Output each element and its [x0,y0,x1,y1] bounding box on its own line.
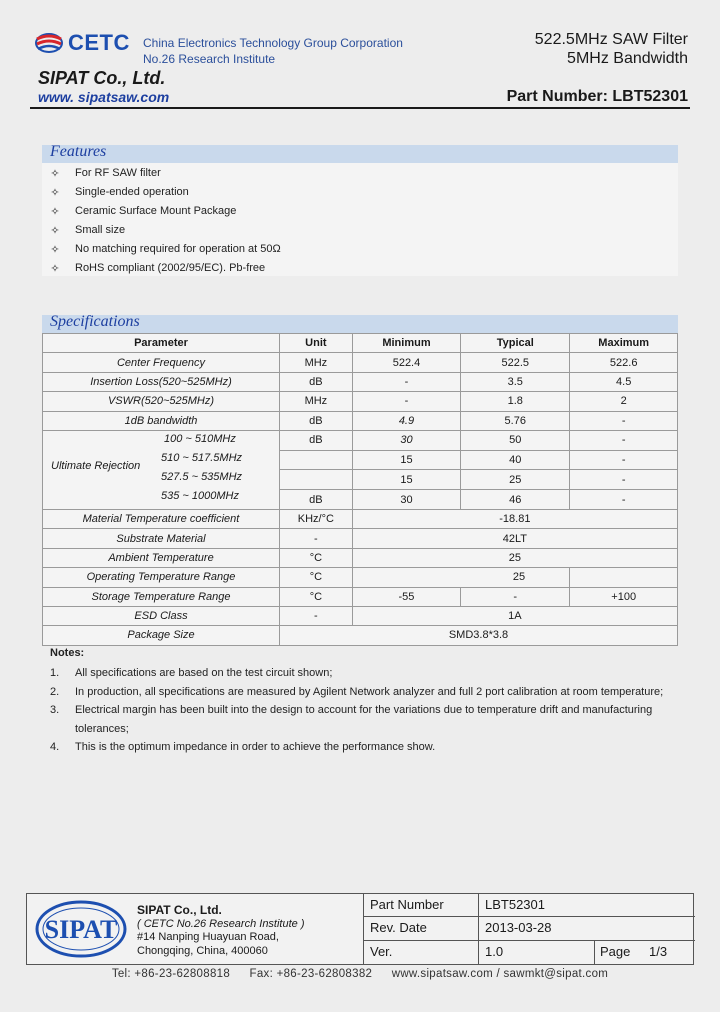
version-row [364,941,695,964]
max-cell: - [570,430,678,450]
param-cell: 1dB bandwidth [43,411,280,430]
table-row [43,548,678,567]
min-cell: - [352,372,460,391]
organization-info [143,35,403,67]
value-cell: SMD3.8*3.8 [280,626,678,645]
param-cell: VSWR(520~525MHz) [43,392,280,411]
footer-tel: Tel: +86-23-62808818 [111,968,231,980]
note-item [50,683,680,702]
typ-cell: 46 [461,490,570,510]
column-header: Typical [461,334,570,353]
version-value: 1.0 [485,943,504,959]
notes-title: Notes: [50,647,85,659]
min-cell: 15 [352,470,460,490]
part-number-heading: Part Number: LBT52301 [506,88,688,105]
note-text: This is the optimum impedance in order to achieve the performance show. [75,741,436,754]
footer-fax: Fax: +86-23-62808382 [249,968,373,980]
table-row [43,568,678,587]
value-cell: -18.81 [352,509,677,528]
unit-cell: dB [280,411,353,430]
note-text: In production, all specifications are measured by Agilent Network analyzer and full 2 port calibration at room temperature; [75,685,664,698]
specifications-heading [42,315,678,333]
note-number: 3. [50,704,60,717]
product-line-2: 5MHz Bandwidth [567,50,688,67]
unit-cell: MHz [280,392,353,411]
sparkle-bullet-icon: ✧ [50,244,60,256]
cetc-logo [34,30,130,56]
specifications-title: Specifications [50,313,140,330]
sipat-logo-icon [33,898,129,961]
footer-web-email: www.sipatsaw.com / sawmkt@sipat.com [391,968,609,980]
max-cell: - [570,411,678,430]
org-line-1: China Electronics Technology Group Corporation [143,36,403,50]
value-cell: 25 [352,568,570,587]
grid-divider [478,894,479,916]
table-row [43,606,678,625]
document-info-grid [363,894,694,964]
note-number: 2. [50,685,60,698]
ultimate-rejection-cell [43,430,280,509]
feature-text: Single-ended operation [75,186,189,198]
rejection-band: 510 ~ 517.5MHz [161,451,243,464]
unit-cell: - [280,606,353,625]
footer-address-2: Chongqing, China, 400060 [137,944,268,957]
page-label: Page [600,943,631,959]
typ-cell: 3.5 [461,372,570,391]
param-cell: Storage Temperature Range [43,587,280,606]
page-number: 1/3 [649,943,668,959]
param-cell: Insertion Loss(520~525MHz) [43,372,280,391]
column-header: Parameter [43,334,280,353]
note-number: 1. [50,667,60,679]
feature-text: Ceramic Surface Mount Package [75,205,237,217]
footer-info-box [26,893,694,965]
table-row [43,392,678,411]
max-cell: 2 [570,392,678,411]
grid-divider [478,917,479,939]
value-cell: 42LT [352,529,677,548]
value-cell: 25 [352,548,677,567]
typ-cell: 522.5 [461,353,570,372]
footer-department: ( CETC No.26 Research Institute ) [137,917,305,930]
rev-date-label: Rev. Date [370,920,427,936]
min-cell: 4.9 [352,411,460,430]
sparkle-bullet-icon: ✧ [50,206,60,218]
unit-cell: °C [280,568,353,587]
sipat-logo-text: SIPAT [44,915,118,944]
param-cell: Center Frequency [43,353,280,372]
column-header: Maximum [570,334,678,353]
cetc-emblem-icon [34,30,64,56]
max-cell: 522.6 [570,353,678,372]
table-row [43,353,678,372]
typ-cell: 25 [461,470,570,490]
min-cell: - [352,392,460,411]
grid-divider [478,941,479,964]
part-number-value: LBT52301 [485,897,545,912]
grid-divider [594,941,595,964]
column-header: Unit [280,334,353,353]
unit-cell: KHz/°C [280,509,353,528]
feature-text: Small size [75,224,126,236]
rejection-band: 527.5 ~ 535MHz [161,470,243,483]
feature-text: For RF SAW filter [75,167,161,179]
header-divider [30,107,690,109]
param-cell: ESD Class [43,606,280,625]
sparkle-bullet-icon: ✧ [50,187,60,199]
note-number: 4. [50,741,60,754]
param-cell: Package Size [43,626,280,645]
note-text: Electrical margin has been built into the design to account for the variations due to temperature drift and manufacturing tolerances; [75,704,653,735]
notes-section [50,647,680,757]
rejection-band: 535 ~ 1000MHz [161,489,239,502]
company-website: www. sipatsaw.com [38,89,170,105]
sparkle-bullet-icon: ✧ [50,168,60,180]
min-cell: 15 [352,450,460,470]
max-cell: - [570,450,678,470]
footer-company-info [137,904,305,958]
unit-cell: - [280,529,353,548]
features-list [42,163,678,276]
unit-cell: °C [280,587,353,606]
part-number-label: Part Number [370,897,444,912]
max-cell [570,568,678,587]
min-cell: 522.4 [352,353,460,372]
column-header: Minimum [352,334,460,353]
typ-cell: - [461,587,570,606]
typ-cell: 1.8 [461,392,570,411]
max-cell: 4.5 [570,372,678,391]
note-text: All specifications are based on the test circuit shown; [75,667,333,679]
typ-cell: 40 [461,450,570,470]
rev-date-row [364,917,695,940]
unit-cell [280,450,353,470]
ultimate-rejection-label: Ultimate Rejection [51,459,141,472]
features-title: Features [50,143,107,160]
product-line-1: 522.5MHz SAW Filter [534,31,688,48]
sparkle-bullet-icon: ✧ [50,263,60,275]
unit-cell: dB [280,430,353,450]
table-row [43,587,678,606]
org-line-2: No.26 Research Institute [143,52,276,66]
features-heading [42,145,678,163]
footer-contact-line [0,968,720,980]
max-cell: - [570,490,678,510]
rejection-band: 100 ~ 510MHz [164,432,236,445]
company-name: SIPAT Co., Ltd. [38,68,166,88]
table-row [43,529,678,548]
max-cell: - [570,470,678,490]
specifications-table [42,333,678,646]
param-cell: Ambient Temperature [43,548,280,567]
unit-cell: MHz [280,353,353,372]
max-cell: +100 [570,587,678,606]
param-cell: Substrate Material [43,529,280,548]
min-cell: 30 [352,430,460,450]
footer-company-name: SIPAT Co., Ltd. [137,903,222,917]
table-header-row [43,334,678,353]
unit-cell: °C [280,548,353,567]
feature-text: No matching required for operation at 50Ω [75,243,281,255]
typ-cell: 50 [461,430,570,450]
note-item [50,738,680,757]
param-cell: Operating Temperature Range [43,568,280,587]
unit-cell: dB [280,490,353,510]
param-cell: Material Temperature coefficient [43,509,280,528]
note-item [50,701,680,738]
typ-cell: 5.76 [461,411,570,430]
value-cell: 1A [352,606,677,625]
part-number-row [364,894,695,917]
product-title [535,30,688,68]
table-row [43,411,678,430]
sparkle-bullet-icon: ✧ [50,225,60,237]
cetc-logo-text: CETC [68,30,130,55]
min-cell: 30 [352,490,460,510]
footer-address-1: #14 Nanping Huayuan Road, [137,931,279,943]
rev-date-value: 2013-03-28 [485,920,552,936]
feature-text: RoHS compliant (2002/95/EC). Pb-free [75,262,266,274]
table-row [43,626,678,645]
table-row [43,509,678,528]
min-cell: -55 [352,587,460,606]
note-item [50,664,680,683]
version-label: Ver. [370,943,393,959]
document-header [0,0,720,112]
unit-cell [280,470,353,490]
table-row [43,372,678,391]
table-row [43,430,678,450]
unit-cell: dB [280,372,353,391]
